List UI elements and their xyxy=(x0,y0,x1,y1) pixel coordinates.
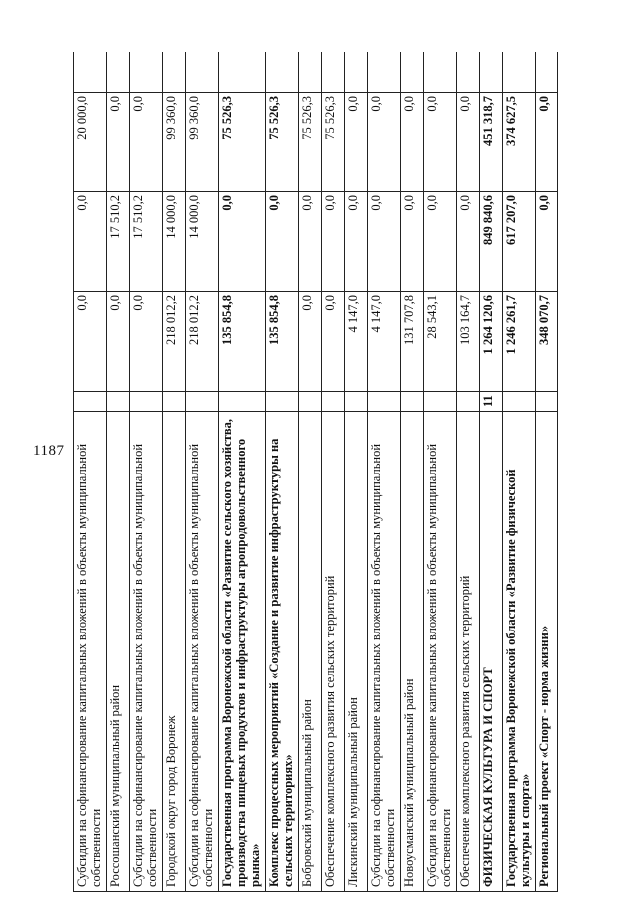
row-value-2-cell: 17 510,2 xyxy=(130,192,162,292)
table-row xyxy=(106,52,129,892)
row-name-cell: Субсидии на софинансирование капитальных вложений в объекты муниципальной собственности xyxy=(74,412,106,892)
row-value-3-cell: 451 318,7 xyxy=(480,92,502,192)
row-value-2-cell: 0,0 xyxy=(424,192,456,292)
row-name-cell: Субсидии на софинансирование капитальных вложений в объекты муниципальной собственности xyxy=(130,412,162,892)
row-code-cell xyxy=(536,392,557,412)
row-value-1-cell: 0,0 xyxy=(299,292,321,392)
row-name-cell: Обеспечение комплексного развития сельских территорий xyxy=(322,412,344,892)
row-value-1-cell: 218 012,2 xyxy=(163,292,185,392)
row-value-2-cell: 849 840,6 xyxy=(480,192,502,292)
table-row xyxy=(502,52,535,892)
row-name-cell: ФИЗИЧЕСКАЯ КУЛЬТУРА И СПОРТ xyxy=(480,412,502,892)
row-code-cell: 11 xyxy=(480,392,502,412)
row-value-2-cell: 0,0 xyxy=(536,192,557,292)
row-name-cell: Субсидии на софинансирование капитальных вложений в объекты муниципальной собственности xyxy=(368,412,400,892)
table-row xyxy=(265,52,298,892)
table-row xyxy=(423,52,456,892)
row-value-2-cell: 17 510,2 xyxy=(107,192,129,292)
row-value-1-cell: 0,0 xyxy=(107,292,129,392)
row-value-3-cell: 20 000,0 xyxy=(74,92,106,192)
budget-table-rotated xyxy=(68,52,628,892)
table-row xyxy=(535,52,558,892)
table-row xyxy=(400,52,423,892)
table-row xyxy=(367,52,400,892)
row-value-2-cell: 0,0 xyxy=(299,192,321,292)
row-code-cell xyxy=(457,392,479,412)
budget-table xyxy=(68,52,628,892)
row-value-3-cell: 75 526,3 xyxy=(299,92,321,192)
row-value-3-cell: 0,0 xyxy=(368,92,400,192)
table-row xyxy=(344,52,367,892)
row-value-1-cell: 348 070,7 xyxy=(536,292,557,392)
row-code-cell xyxy=(74,392,106,412)
row-name-cell: Обеспечение комплексного развития сельских территорий xyxy=(457,412,479,892)
row-code-cell xyxy=(401,392,423,412)
table-row xyxy=(218,52,265,892)
row-code-cell xyxy=(503,392,535,412)
row-name-cell: Комплекс процессных мероприятий «Создание и развитие инфраструктуры на сельских территориях» xyxy=(266,412,298,892)
row-value-1-cell: 28 543,1 xyxy=(424,292,456,392)
row-code-cell xyxy=(299,392,321,412)
row-value-1-cell: 131 707,8 xyxy=(401,292,423,392)
row-code-cell xyxy=(186,392,218,412)
row-name-cell: Субсидии на софинансирование капитальных вложений в объекты муниципальной собственности xyxy=(424,412,456,892)
row-value-2-cell: 0,0 xyxy=(345,192,367,292)
row-value-2-cell: 0,0 xyxy=(74,192,106,292)
row-value-1-cell: 0,0 xyxy=(74,292,106,392)
row-name-cell: Региональный проект «Спорт - норма жизни» xyxy=(536,412,557,892)
row-value-3-cell: 0,0 xyxy=(107,92,129,192)
table-row xyxy=(73,52,106,892)
row-value-3-cell: 0,0 xyxy=(130,92,162,192)
row-code-cell xyxy=(368,392,400,412)
page-number: 1187 xyxy=(33,443,65,459)
row-value-1-cell: 1 246 261,7 xyxy=(503,292,535,392)
row-value-1-cell: 135 854,8 xyxy=(219,292,265,392)
row-value-3-cell: 75 526,3 xyxy=(219,92,265,192)
row-value-2-cell: 0,0 xyxy=(457,192,479,292)
row-name-cell: Государственная программа Воронежской области «Развитие физической культуры и спорта» xyxy=(503,412,535,892)
row-value-3-cell: 75 526,3 xyxy=(322,92,344,192)
row-value-1-cell: 4 147,0 xyxy=(345,292,367,392)
row-value-2-cell: 617 207,0 xyxy=(503,192,535,292)
table-row xyxy=(162,52,185,892)
row-value-2-cell: 14 000,0 xyxy=(186,192,218,292)
row-value-2-cell: 14 000,0 xyxy=(163,192,185,292)
row-value-1-cell: 0,0 xyxy=(322,292,344,392)
row-value-3-cell: 374 627,5 xyxy=(503,92,535,192)
row-name-cell: Россошанский муниципальный район xyxy=(107,412,129,892)
table-row xyxy=(298,52,321,892)
row-value-3-cell: 99 360,0 xyxy=(163,92,185,192)
row-value-1-cell: 0,0 xyxy=(130,292,162,392)
table-row xyxy=(456,52,479,892)
table-row xyxy=(185,52,218,892)
row-name-cell: Новоусманский муниципальный район xyxy=(401,412,423,892)
row-code-cell xyxy=(107,392,129,412)
row-value-3-cell: 99 360,0 xyxy=(186,92,218,192)
row-code-cell xyxy=(345,392,367,412)
row-name-cell: Бобровский муниципальный район xyxy=(299,412,321,892)
table-row xyxy=(129,52,162,892)
table-row xyxy=(321,52,344,892)
row-value-1-cell: 4 147,0 xyxy=(368,292,400,392)
row-value-1-cell: 218 012,2 xyxy=(186,292,218,392)
row-value-3-cell: 0,0 xyxy=(401,92,423,192)
row-name-cell: Государственная программа Воронежской области «Развитие сельского хозяйства, производства пищевых продуктов и инфраструктуры агропродовольственного рынка» xyxy=(219,412,265,892)
row-value-1-cell: 1 264 120,6 xyxy=(480,292,502,392)
row-value-2-cell: 0,0 xyxy=(401,192,423,292)
row-value-3-cell: 0,0 xyxy=(424,92,456,192)
row-value-3-cell: 0,0 xyxy=(457,92,479,192)
row-value-3-cell: 0,0 xyxy=(345,92,367,192)
row-code-cell xyxy=(266,392,298,412)
table-row xyxy=(479,52,502,892)
row-value-2-cell: 0,0 xyxy=(219,192,265,292)
row-value-3-cell: 75 526,3 xyxy=(266,92,298,192)
row-name-cell: Городской округ город Воронеж xyxy=(163,412,185,892)
row-value-1-cell: 135 854,8 xyxy=(266,292,298,392)
row-code-cell xyxy=(219,392,265,412)
row-code-cell xyxy=(322,392,344,412)
row-code-cell xyxy=(424,392,456,412)
row-value-2-cell: 0,0 xyxy=(368,192,400,292)
row-name-cell: Лискинский муниципальный район xyxy=(345,412,367,892)
row-name-cell: Субсидии на софинансирование капитальных вложений в объекты муниципальной собственности xyxy=(186,412,218,892)
row-code-cell xyxy=(130,392,162,412)
row-value-2-cell: 0,0 xyxy=(266,192,298,292)
row-code-cell xyxy=(163,392,185,412)
row-value-1-cell: 103 164,7 xyxy=(457,292,479,392)
row-value-2-cell: 0,0 xyxy=(322,192,344,292)
row-value-3-cell: 0,0 xyxy=(536,92,557,192)
